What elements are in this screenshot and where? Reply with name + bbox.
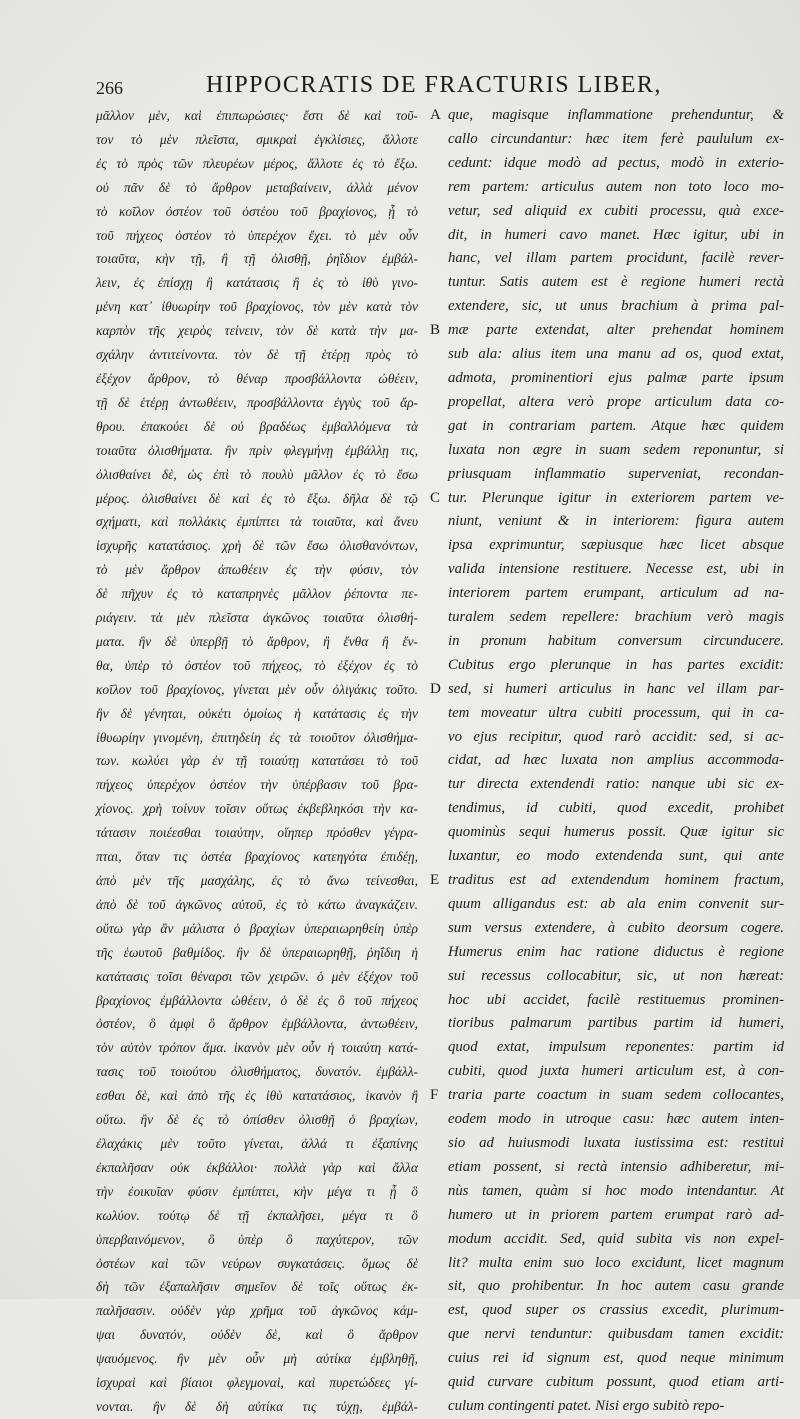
- latin-line-wrap: [430, 1371, 784, 1395]
- greek-line: ὀλισθαίνει δὲ, ὡς ἐπὶ τὸ πουλὺ μᾶλλον ἐς τὸ ἔσω: [96, 466, 418, 482]
- latin-line: luxantur, eo modo extendenda sunt, qui ante: [448, 848, 784, 865]
- latin-line: tur. Plerunque igitur in exteriorem partem ve-: [448, 489, 784, 506]
- latin-line: valida intensione restituere. Necesse est, ubi in: [448, 561, 784, 578]
- latin-line-wrap: [430, 917, 784, 941]
- latin-text-column: [430, 104, 784, 1414]
- latin-line: turalem sedem repellere: brachium verò magis: [448, 609, 784, 626]
- latin-line: cidat, ad hæc luxata non amplius accommoda-: [448, 752, 784, 769]
- latin-line: rem partem: articulus autem non toto loco mo-: [448, 178, 784, 195]
- latin-line-wrap: [430, 391, 784, 415]
- latin-line-wrap: [430, 941, 784, 965]
- latin-line: quid curvare cubitum possunt, quod etiam arti-: [448, 1374, 784, 1391]
- latin-line-wrap: [430, 702, 784, 726]
- latin-line: callo circundantur: hæc item ferè paululum ex-: [448, 130, 784, 147]
- greek-line: οὕτω. ἢν δὲ ἐς τὸ ὀπίσθεν ὀλισθῇ ὁ βραχίων,: [96, 1112, 418, 1128]
- greek-line: ἐς τὸ πρὸς τῶν πλευρέων μέρος, ἄλλοτε ἐς τὸ ἔξω.: [96, 155, 418, 171]
- greek-line: τοῦ πήχεος ὀστέον τὸ ὑπερέχον ἔχει. τὸ μὲν οὖν: [96, 227, 418, 243]
- latin-line-wrap: [430, 1132, 784, 1156]
- latin-line: extendere, sic, ut unus brachium à prima pal-: [448, 298, 784, 315]
- latin-line: tuntur. Satis autem est è regione humeri rectà: [448, 274, 784, 291]
- latin-line: Cubitus ergo plerunque in has partes excidit:: [448, 656, 784, 673]
- greek-line: σχήματι, καὶ πολλάκις ἐμπίπτει τὰ τοιαῦτα, καὶ ἄνευ: [96, 514, 418, 530]
- greek-line: ἰσχυραὶ καὶ βίαιοι φλεγμοναὶ, καὶ πυρετώδεες γί-: [96, 1375, 418, 1391]
- latin-line-wrap: [430, 1180, 784, 1204]
- greek-line: νονται. ἢν δὲ δὴ αὐτίκα τις τύχῃ, ἐμβάλ-: [96, 1398, 418, 1414]
- page-header: [96, 72, 776, 102]
- greek-line: τῇ δὲ ἑτέρῃ ἀντωθέειν, προσβάλλοντα ἐγγὺς τοῦ ἄρ-: [96, 394, 418, 410]
- latin-line-wrap: [430, 1228, 784, 1252]
- latin-line: quum alligandus est: ab ala enim convenit sur-: [448, 895, 784, 912]
- latin-line-wrap: [430, 821, 784, 845]
- greek-line: εσθαι δὲ, καὶ ἀπὸ τῆς ἐς ἰθὺ κατατάσιος, ἱκανὸν ἢ: [96, 1088, 418, 1104]
- greek-line: πται, ὅταν τις ὀστέα βραχίονος κατεηγότα ἐπιδέῃ,: [96, 849, 418, 865]
- latin-line-wrap: [430, 678, 784, 702]
- latin-line-wrap: [430, 1204, 784, 1228]
- greek-line: τοιαῦτα ὀλισθήματα. ἢν πρὶν φλεγμήνῃ ἐμβάλλῃ τις,: [96, 442, 418, 458]
- latin-line-wrap: [430, 893, 784, 917]
- greek-line: τοιαῦτα, κὴν τῇ, ἢ τῇ ὀλισθῇ, ῥηΐδιον ἐμβάλ-: [96, 251, 418, 267]
- greek-line: μένη κατ᾽ ἰθυωρίην τοῦ βραχίονος, τὸν μὲν κατὰ τὸν: [96, 299, 418, 315]
- latin-line-wrap: [430, 104, 784, 128]
- latin-line: Humerus enim hac ratione diductus è regione: [448, 943, 784, 960]
- latin-line-wrap: [430, 319, 784, 343]
- latin-line: admota, prominentiori ejus palmæ parte ipsum: [448, 369, 784, 386]
- latin-line: que, magisque inflammatione prehenduntur, &: [448, 107, 784, 123]
- latin-line-wrap: [430, 271, 784, 295]
- greek-line: τον τὸ μὲν πλεῖστα, σμικραὶ ἐγκλίσιες, ἄλλοτε: [96, 131, 418, 147]
- latin-line-wrap: [430, 845, 784, 869]
- greek-line: ματα. ἢν δὲ ὑπερβῇ τὸ ἄρθρον, ἢ ἔνθα ἢ ἔν-: [96, 633, 418, 649]
- section-marker: F: [430, 1087, 439, 1104]
- greek-line: ψαυόμενος. ἢν μὲν οὖν μὴ αὐτίκα ἐμβληθῇ,: [96, 1351, 418, 1367]
- greek-line: βραχίονος ἐμβάλλοντα ὠθέειν, ὁ δὲ ἐς ὃ τοῦ πήχεος: [96, 992, 418, 1008]
- latin-line: in pronum habitum conversum circunducere.: [448, 632, 784, 649]
- latin-line-wrap: [430, 1275, 784, 1299]
- greek-line: κοῖλον τοῦ βραχίονος, γίνεται μὲν οὖν ὀλιγάκις τοῦτο.: [96, 681, 418, 697]
- section-marker: C: [430, 489, 441, 506]
- latin-line: tendimus, id cubiti, quod excedit, prohibet: [448, 800, 784, 817]
- latin-line: que nervi tenduntur: quibusdam tamen excidit:: [448, 1326, 784, 1343]
- greek-line: σχάλην ἀντιτείνοντα. τὸν δὲ τῇ ἑτέρῃ πρὸς τὸ: [96, 347, 418, 363]
- latin-line: propellat, altera verò prope articulum data co-: [448, 393, 784, 410]
- greek-line: λειν, ἐς ἐπίσχῃ ἢ κατάτασις ἢ ἐς τὸ ἰθὺ γινο-: [96, 275, 418, 291]
- greek-line: ἀπὸ δὲ τοῦ ἀγκῶνος αὐτοῦ, ἐς τὸ κάτω ἀναγκάζειν.: [96, 896, 418, 912]
- latin-line-wrap: [430, 200, 784, 224]
- latin-line-wrap: [430, 176, 784, 200]
- greek-line: ἰθυωρίην γινομένη, ἐπιτηδείη ἐς τὰ τοιοῦτον ὀλισθήμα-: [96, 729, 418, 745]
- latin-line-wrap: [430, 415, 784, 439]
- latin-line: vetur, sed aliquid ex cubiti processu, quà exce-: [448, 202, 784, 219]
- greek-line: ἰσχυρῆς κατατάσιος. χρὴ δὲ τῶν ἔσω ὀλισθανόντων,: [96, 538, 418, 554]
- greek-line: τὸ μὲν ἄρθρον ἀπωθέειν ἐς τὴν φύσιν, τὸν: [96, 562, 418, 578]
- greek-line: μᾶλλον μὲν, καὶ ἐπιπωρώσιες· ἔστι δὲ καὶ τοῦ-: [96, 108, 418, 123]
- latin-line-wrap: [430, 295, 784, 319]
- latin-line-wrap: [430, 1299, 784, 1323]
- latin-line-wrap: [430, 439, 784, 463]
- greek-line: δὲ πῆχυν ἐς τὸ καταπρηνὲς μᾶλλον ῥέποντα πε-: [96, 586, 418, 602]
- latin-line: hanc, vel illam partem procidunt, facilè rever-: [448, 250, 784, 267]
- greek-line: τὴν ἐοικυῖαν φύσιν ἐμπίπτει, κὴν μέγα τι ᾖ ὃ: [96, 1183, 418, 1199]
- latin-line: modum accidit. Sed, quid subita vis non expel-: [448, 1230, 784, 1247]
- page-number: 266: [96, 78, 123, 98]
- section-marker: A: [430, 107, 441, 123]
- section-marker: D: [430, 680, 441, 697]
- latin-line-wrap: [430, 1395, 784, 1419]
- latin-line: sit, quo prohibentur. In hoc autem casu grande: [448, 1278, 784, 1295]
- greek-line: μέρος. ὀλισθαίνει δὲ καὶ ἐς τὸ ἔξω. δῆλα δὲ τῷ: [96, 490, 418, 506]
- latin-line-wrap: [430, 224, 784, 248]
- latin-line: tem moveatur ultra cubiti processum, qui in ca-: [448, 704, 784, 721]
- greek-line: τάτασιν ποιέεσθαι τοιαύτην, οἵηπερ πρόσθεν γέγρα-: [96, 825, 418, 841]
- latin-line: quominùs sequi humerus possit. Quæ igitur sic: [448, 824, 784, 841]
- latin-line-wrap: [430, 1108, 784, 1132]
- greek-line: παλῆσασιν. οὐδὲν γὰρ χρῆμα τοῦ ἀγκῶνος κάμ-: [96, 1303, 418, 1319]
- running-title: HIPPOCRATIS DE FRACTURIS LIBER,: [206, 72, 662, 98]
- latin-line-wrap: [430, 1060, 784, 1084]
- latin-line: etiam possent, si rectà intensio adhiberetur, mi-: [448, 1158, 784, 1175]
- greek-line: θρου. ἐπακούει δὲ οὐ βραδέως ἐμβαλλόμενα τὰ: [96, 418, 418, 434]
- latin-line-wrap: [430, 1156, 784, 1180]
- latin-line-wrap: [430, 152, 784, 176]
- greek-line: ἐλαχάκις μὲν τοῦτο γίνεται, ἀλλά τι ἐξαπίνης: [96, 1135, 418, 1151]
- greek-line: τῆς ἑωυτοῦ βαθμίδος. ἢν δὲ ὑπεραιωρηθῇ, ῥηΐδιη ἡ: [96, 944, 418, 960]
- greek-line: δὴ τῶν ἐξαπαλῆσιν σημεῖον δὲ τοῖς οὕτως ἐκ-: [96, 1279, 418, 1295]
- latin-line: sed, si humeri articulus in hanc vel illam par-: [448, 680, 784, 697]
- latin-line: cuius rei id signum est, quod neque minimum: [448, 1350, 784, 1367]
- latin-line-wrap: [430, 1252, 784, 1276]
- latin-line-wrap: [430, 869, 784, 893]
- latin-line: eodem modo in utroque casu: hæc autem inten-: [448, 1111, 784, 1128]
- latin-line-wrap: [430, 773, 784, 797]
- latin-line: interiorem partem erumpant, articulum ad na-: [448, 585, 784, 602]
- greek-line: κωλύον. τούτῳ δὲ τῇ ἐκπαλῆσει, μέγα τι ὃ: [96, 1207, 418, 1223]
- greek-line: ἐξέχον ἄρθρον, τὸ θέναρ προσβάλλοντα ὠθέειν,: [96, 370, 418, 386]
- latin-line: quod extat, impulsum reponentes: partim id: [448, 1039, 784, 1056]
- latin-line: lit? multa enim suo loco excidunt, licet magnum: [448, 1254, 784, 1271]
- latin-line: vo ejus recipitur, quod rarò accidit: sed, si ac-: [448, 728, 784, 745]
- latin-line-wrap: [430, 247, 784, 271]
- latin-line-wrap: [430, 1036, 784, 1060]
- greek-line: οὐ πᾶν δὲ τὸ ἄρθρον μεταβαίνειν, ἀλλὰ μένον: [96, 179, 418, 195]
- greek-line: πήχεος ὑπερέχον ὀστέον τὴν ὑπέρβασιν τοῦ βρα-: [96, 777, 418, 793]
- greek-line: κατάτασις τοῖσι θέναρσι τῶν χειρῶν. ὁ μὲν ἐξέχον τοῦ: [96, 968, 418, 984]
- latin-line: humero ut in priorem partem erumpat rarò ad-: [448, 1206, 784, 1223]
- latin-line: ipsa exprimuntur, sæpiusque hæc licet absque: [448, 537, 784, 554]
- latin-line-wrap: [430, 128, 784, 152]
- latin-line-wrap: [430, 1323, 784, 1347]
- greek-line: ριάγειν. τὰ μὲν πλεῖστα ἀγκῶνος τοιαῦτα ὀλισθή-: [96, 610, 418, 626]
- latin-line: traditus est ad extendendum hominem fractum,: [448, 872, 784, 888]
- greek-line: ἢν δὲ γένηται, οὐκέτι ὁμοίως ἡ κατάτασις ἐς τὴν: [96, 705, 418, 721]
- greek-line: ψαι δυνατόν, οὐδὲν δὲ, καὶ ὃ ἄρθρον: [96, 1327, 418, 1343]
- latin-line-wrap: [430, 367, 784, 391]
- latin-line: dit, in humeri cavo manet. Hæc igitur, ubi in: [448, 226, 784, 243]
- greek-line: ἐκπαλῆσαν οὐκ ἐκβάλλοι· πολλὰ γὰρ καὶ ἄλλα: [96, 1159, 418, 1175]
- latin-line: luxata non ægre in suam sedem reponuntur, si: [448, 441, 784, 458]
- latin-line: culum contingenti patet. Nisi ergo subitò repo-: [448, 1397, 725, 1414]
- latin-line-wrap: [430, 1084, 784, 1108]
- greek-line: ὀστέον, ὃ ἀμφὶ ὃ ἄρθρον ἐμβάλλοντα, ἀντωθέειν,: [96, 1016, 418, 1032]
- latin-line-wrap: [430, 343, 784, 367]
- latin-line-wrap: [430, 510, 784, 534]
- greek-line: ὀστέων καὶ τῶν νεύρων συγκατάσεις. ὅμως δὲ: [96, 1255, 418, 1271]
- latin-line-wrap: [430, 749, 784, 773]
- greek-line: ὑπερβαινόμενον, ὃ ὑπὲρ ὃ παχύτερον, τῶν: [96, 1231, 418, 1247]
- latin-line: tioribus palmarum partibus partim id humeri,: [448, 1015, 784, 1032]
- latin-line: nùs tamen, quàm si hoc modo intendantur. At: [448, 1182, 784, 1199]
- latin-line: sum versus extendere, à cubito deorsum cogere.: [448, 919, 784, 936]
- latin-line: cubiti, quod juxta humeri articulum est, à con-: [448, 1063, 784, 1080]
- latin-line-wrap: [430, 965, 784, 989]
- latin-line: tur directa extendendi ratio: nanque ubi sic ex-: [448, 776, 784, 793]
- greek-line: οὕτω γὰρ ἂν μάλιστα ὁ βραχίων ὑπεραιωρηθείη ὑπὲρ: [96, 920, 418, 936]
- latin-line-wrap: [430, 582, 784, 606]
- section-marker: B: [430, 322, 441, 339]
- latin-line-wrap: [430, 463, 784, 487]
- latin-line-wrap: [430, 654, 784, 678]
- latin-line: mæ parte extendat, alter prehendat hominem: [448, 322, 784, 339]
- greek-text-column: [96, 104, 418, 1414]
- latin-line: cedunt: idque modò ad pectus, modò in exterio-: [448, 154, 784, 171]
- latin-line-wrap: [430, 989, 784, 1013]
- latin-line-wrap: [430, 630, 784, 654]
- latin-line-wrap: [430, 558, 784, 582]
- latin-line: est, quod super os crassius excedit, plurimum-: [448, 1302, 784, 1319]
- greek-line: τὸν αὐτὸν τρόπον ἅμα. ἱκανὸν μὲν οὖν ἡ τοιαύτη κατά-: [96, 1040, 418, 1056]
- latin-line: niunt, veniunt & in interiorem: figura autem: [448, 513, 784, 530]
- latin-line: sio ad huiusmodi luxata iustissima est: restitui: [448, 1134, 784, 1151]
- latin-line: hoc ubi accidet, facilè restituemus prominen-: [448, 991, 784, 1008]
- greek-line: χίονος. χρὴ τοίνυν τοῖσιν οὕτως ἐκβεβληκόσι τὴν κα-: [96, 801, 418, 817]
- greek-line: τασις τοῦ τοιούτου ὀλισθήματος, δυνατόν. ἐμβάλλ-: [96, 1064, 418, 1080]
- latin-line-wrap: [430, 487, 784, 511]
- section-marker: E: [430, 872, 440, 888]
- latin-line-wrap: [430, 797, 784, 821]
- greek-line: των. κωλύει γὰρ ἐν τῇ τοιαύτῃ κατατάσει τὸ τοῦ: [96, 753, 418, 769]
- latin-line-wrap: [430, 726, 784, 750]
- latin-line: sui recessus collocabitur, sic, ut non hæreat:: [448, 967, 784, 984]
- latin-line: sub ala: alius item una manu ad os, quod extat,: [448, 346, 784, 363]
- greek-line: θα, ὑπὲρ τὸ ὀστέον τοῦ πήχεος, τὸ ἐξέχον ἐς τὸ: [96, 657, 418, 673]
- latin-line-wrap: [430, 1012, 784, 1036]
- latin-line-wrap: [430, 1347, 784, 1371]
- latin-line: gat in contrariam partem. Atque hæc quidem: [448, 417, 784, 434]
- greek-line: καρπὸν τῆς χειρὸς τείνειν, τὸν δὲ κατὰ τὴν μα-: [96, 323, 418, 339]
- greek-line: ἀπὸ μὲν τῆς μασχάλης, ἐς τὸ ἄνω τείνεσθαι,: [96, 873, 418, 888]
- latin-line: priusquam inflammatio superveniat, recondan-: [448, 465, 784, 482]
- greek-line: τὸ κοῖλον ὀστέον τοῦ ὀστέου τοῦ βραχίονος, ᾗ τὸ: [96, 203, 418, 219]
- latin-line-wrap: [430, 606, 784, 630]
- latin-line: traria parte coactum in suam sedem collocantes,: [448, 1087, 784, 1104]
- latin-line-wrap: [430, 534, 784, 558]
